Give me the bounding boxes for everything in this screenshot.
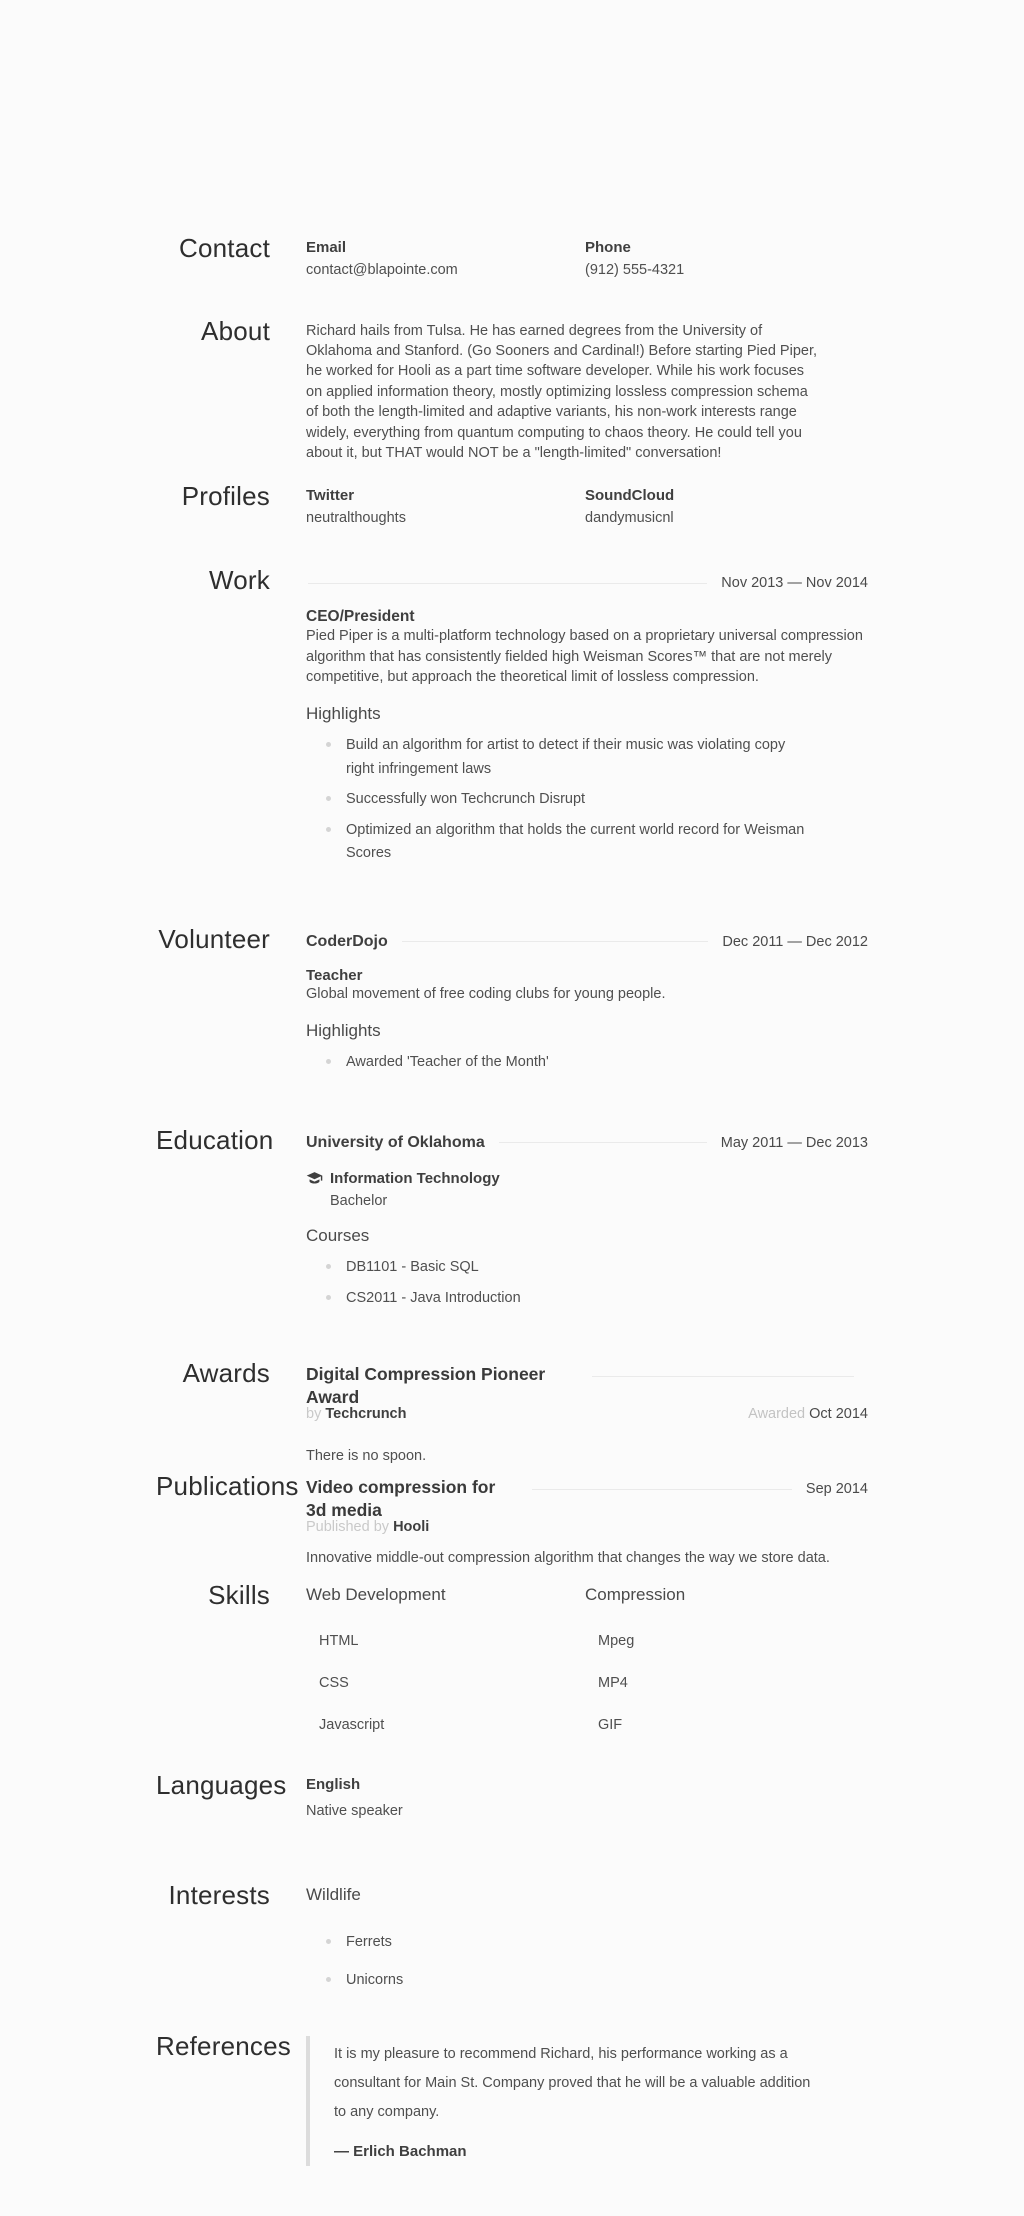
list-item: Build an algorithm for artist to detect if their music was violating copy right infringement laws xyxy=(346,734,816,781)
skill-group-name: Web Development xyxy=(306,1584,446,1604)
skill-keyword: MP4 xyxy=(598,1674,628,1691)
volunteer-organization: CoderDojo xyxy=(306,932,388,950)
header-rule xyxy=(532,1489,792,1490)
skill-group-web-development xyxy=(306,1585,585,1759)
publication-date: Sep 2014 xyxy=(805,1481,868,1498)
work-position: CEO/President xyxy=(306,608,415,626)
volunteer-position: Teacher xyxy=(306,966,363,984)
volunteer-section-title: Volunteer xyxy=(158,923,270,954)
contact-section-title: Contact xyxy=(178,233,270,263)
skill-keyword: HTML xyxy=(319,1632,359,1649)
skill-group-compression xyxy=(585,1585,868,1759)
award-item-header xyxy=(306,1363,868,1408)
skill-keyword: Javascript xyxy=(319,1716,385,1733)
education-degree-row xyxy=(306,1169,868,1209)
award-date-value: Oct 2014 xyxy=(809,1406,868,1423)
work-date-range: Nov 2013 — Nov 2014 xyxy=(721,575,868,592)
education-degree: Bachelor xyxy=(330,1193,388,1210)
section-profiles xyxy=(156,480,868,529)
language-name: English xyxy=(306,1775,361,1793)
skills-section-title: Skills xyxy=(208,1579,270,1610)
award-summary: There is no spoon. xyxy=(306,1448,427,1465)
education-section-title: Education xyxy=(156,1124,274,1155)
header-rule xyxy=(402,941,709,942)
volunteer-date-range: Dec 2011 — Dec 2012 xyxy=(722,933,868,950)
published-by-label: Published by xyxy=(306,1519,390,1536)
reference-quote xyxy=(306,2036,822,2166)
section-publications xyxy=(156,1471,868,1568)
education-courses-heading: Courses xyxy=(306,1226,370,1246)
twitter-network-label: Twitter xyxy=(306,486,355,504)
publication-title: Video compression for 3d media xyxy=(306,1477,496,1521)
profile-soundcloud xyxy=(585,486,868,529)
header-rule xyxy=(499,1142,707,1143)
interest-keywords-list xyxy=(306,1931,868,1992)
work-item-header xyxy=(306,570,868,596)
section-references xyxy=(156,2031,868,2166)
awarded-label: Awarded xyxy=(748,1406,806,1423)
section-work xyxy=(156,565,868,873)
skill-keyword: GIF xyxy=(598,1716,623,1733)
award-awarder: Techcrunch xyxy=(325,1406,407,1423)
section-languages xyxy=(156,1769,868,1822)
graduation-cap-icon xyxy=(306,1170,323,1187)
section-about xyxy=(156,315,868,464)
list-item: Successfully won Techcrunch Disrupt xyxy=(346,788,816,811)
phone-label: Phone xyxy=(585,239,631,256)
interest-name: Wildlife xyxy=(306,1885,361,1905)
languages-section-title: Languages xyxy=(156,1769,287,1800)
list-item: Awarded 'Teacher of the Month' xyxy=(346,1051,816,1074)
contact-phone-block xyxy=(585,238,868,281)
list-item: CS2011 - Java Introduction xyxy=(346,1287,816,1310)
header-rule xyxy=(592,1376,854,1377)
education-area: Information Technology xyxy=(330,1169,500,1187)
email-label: Email xyxy=(306,239,347,256)
section-interests xyxy=(156,1880,868,2006)
awards-section-title: Awards xyxy=(182,1358,270,1389)
section-education xyxy=(156,1124,868,1317)
contact-email-block xyxy=(306,238,585,281)
work-highlights-list xyxy=(306,734,868,865)
list-item: DB1101 - Basic SQL xyxy=(346,1256,816,1279)
volunteer-summary: Global movement of free coding clubs for young people. xyxy=(306,985,666,1002)
award-title: Digital Compression Pioneer Award xyxy=(306,1364,546,1408)
education-institution: University of Oklahoma xyxy=(306,1133,485,1151)
phone-value: (912) 555-4321 xyxy=(585,262,685,279)
list-item: Unicorns xyxy=(346,1969,816,1992)
reference-name: — Erlich Bachman xyxy=(334,2143,467,2161)
publication-summary: Innovative middle-out compression algorithm that changes the way we store data. xyxy=(306,1550,830,1567)
skill-keyword: Mpeg xyxy=(598,1632,635,1649)
list-item: Ferrets xyxy=(346,1931,816,1954)
volunteer-highlights-heading: Highlights xyxy=(306,1021,381,1041)
header-rule xyxy=(308,583,707,584)
award-date xyxy=(748,1406,868,1422)
profiles-section-title: Profiles xyxy=(181,480,270,511)
education-courses-list xyxy=(306,1256,868,1310)
about-section-title: About xyxy=(201,315,270,346)
education-item-header xyxy=(306,1130,868,1156)
list-item: Optimized an algorithm that holds the current world record for Weisman Scores xyxy=(346,819,816,866)
interests-section-title: Interests xyxy=(168,1880,270,1911)
volunteer-highlights-list xyxy=(306,1051,868,1074)
section-awards xyxy=(156,1358,868,1466)
publication-item-header xyxy=(306,1476,868,1521)
twitter-username[interactable]: neutralthoughts xyxy=(306,509,406,526)
education-date-range: May 2011 — Dec 2013 xyxy=(720,1134,868,1151)
section-volunteer xyxy=(156,923,868,1082)
references-section-title: References xyxy=(156,2031,291,2062)
skill-group-name: Compression xyxy=(585,1584,686,1604)
work-highlights-heading: Highlights xyxy=(306,704,381,724)
resume-page xyxy=(156,0,868,2216)
soundcloud-username[interactable]: dandymusicnl xyxy=(585,509,674,526)
publications-section-title: Publications xyxy=(156,1471,299,1502)
email-value[interactable]: contact@blapointe.com xyxy=(306,262,458,279)
soundcloud-network-label: SoundCloud xyxy=(585,486,675,504)
reference-text: It is my pleasure to recommend Richard, his performance working as a consultant for Main St. Company proved that he will be a valuable addition to any company. xyxy=(334,2046,811,2121)
volunteer-item-header xyxy=(306,929,868,955)
skill-keyword: CSS xyxy=(319,1674,349,1691)
award-by-label: by xyxy=(306,1406,322,1423)
work-section-title: Work xyxy=(209,565,270,596)
about-text: Richard hails from Tulsa. He has earned degrees from the University of Oklahoma and Stanford. (Go Sooners and Cardinal!) Before starting Pied Piper, he worked for Hooli as a part time software developer. While his work focuses on applied information theory, mostly optimizing lossless compression schema of both the length-limited and adaptive variants, his non-work interests range widely, everything from quantum computing to chaos theory. He could tell you about it, but THAT would NOT be a "length-limited" conversation! xyxy=(306,322,818,462)
language-fluency: Native speaker xyxy=(306,1803,403,1820)
section-contact xyxy=(156,233,868,281)
publication-publisher: Hooli xyxy=(393,1519,430,1536)
section-skills xyxy=(156,1579,868,1759)
profile-twitter xyxy=(306,486,585,529)
work-summary: Pied Piper is a multi-platform technology based on a proprietary universal compression algorithm that has consistently fielded high Weisman Scores™ that are not merely competitive, but approach the theoretical limit of lossless compression. xyxy=(306,628,863,686)
